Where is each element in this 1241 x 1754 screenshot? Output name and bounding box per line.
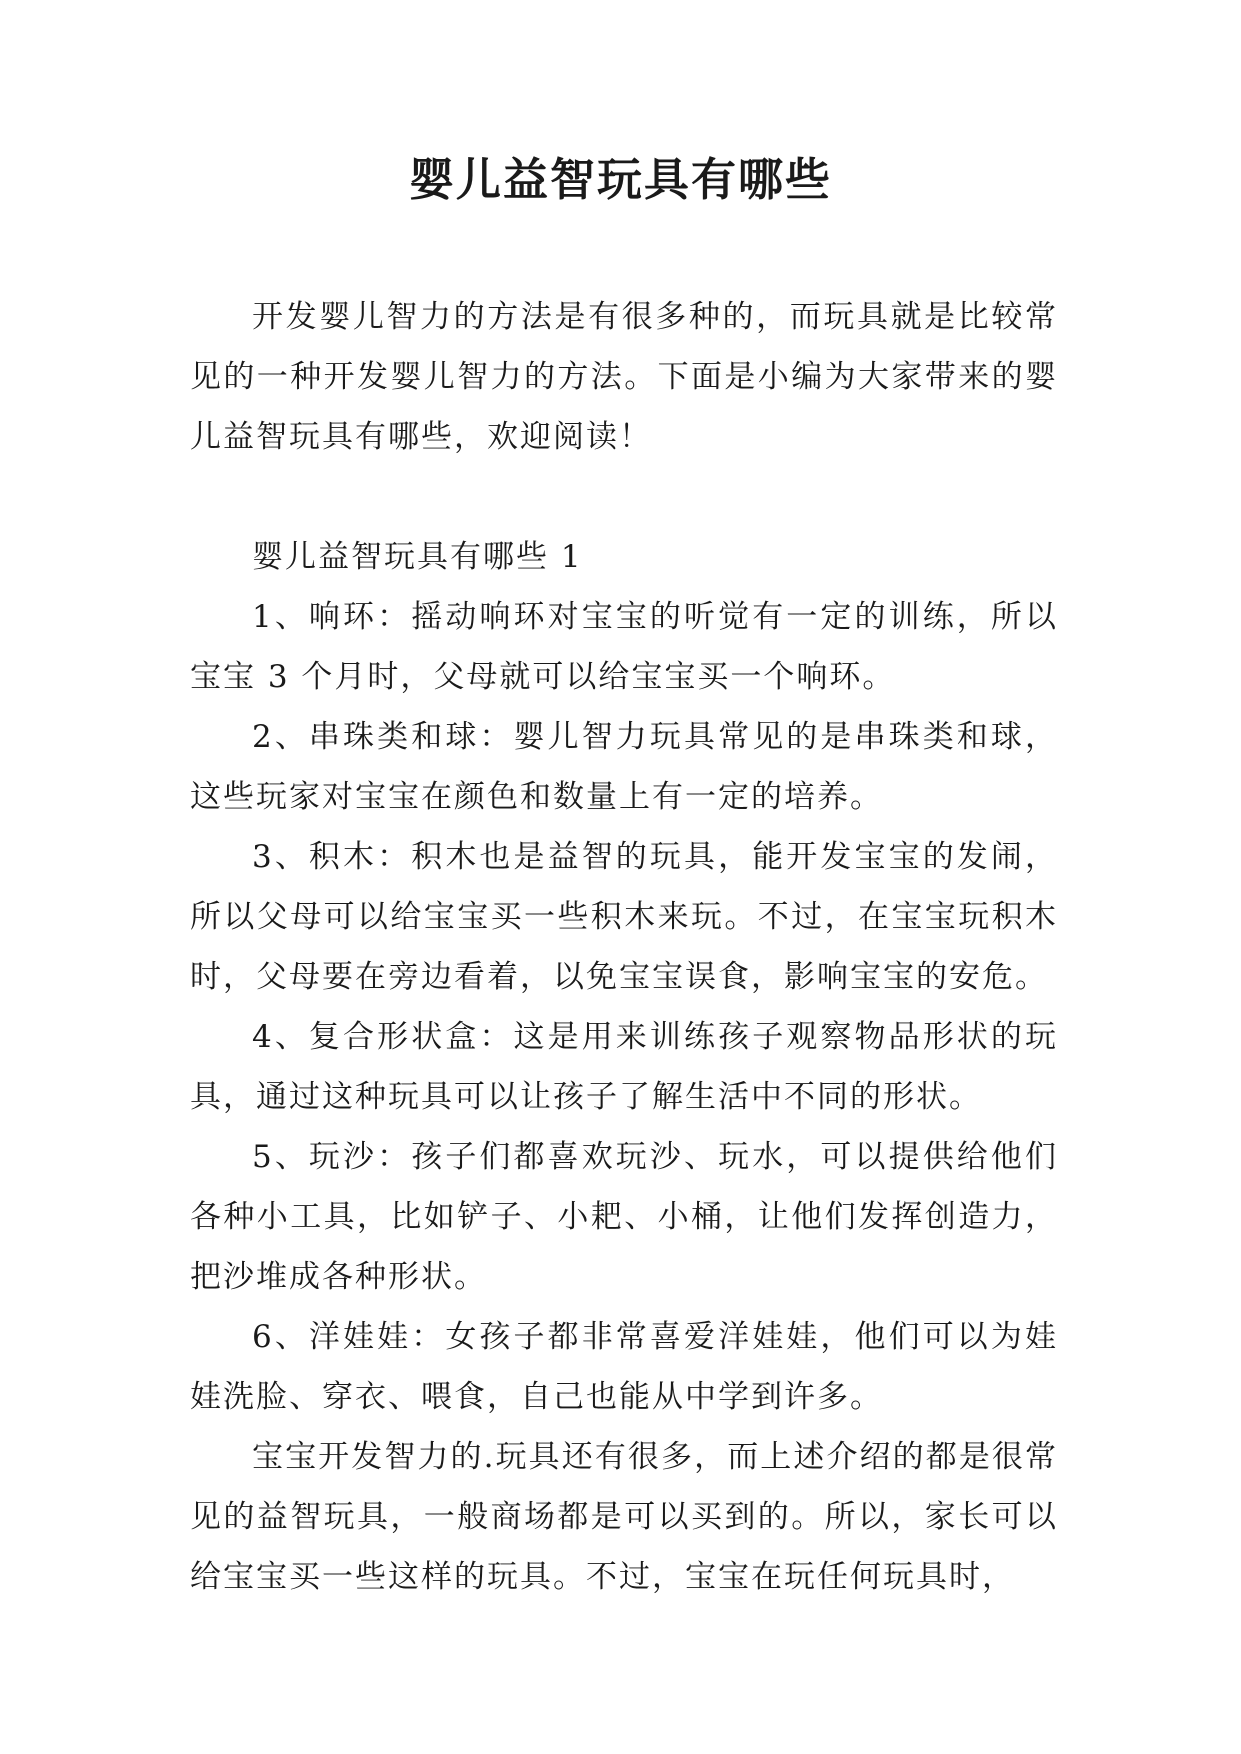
paragraph-rattle: 1、响环：摇动响环对宝宝的听觉有一定的训练，所以宝宝 3 个月时，父母就可以给宝宝买一个响环。 (190, 599, 1058, 695)
paragraph-building-blocks: 3、积木：积木也是益智的玩具，能开发宝宝的发闹，所以父母可以给宝宝买一些积木来玩。不过，在宝宝玩积木时，父母要在旁边看着，以免宝宝误食，影响宝宝的安危。 (190, 839, 1058, 995)
paragraph-closing: 宝宝开发智力的.玩具还有很多，而上述介绍的都是很常见的益智玩具，一般商场都是可以买到的。所以，家长可以给宝宝买一些这样的玩具。不过，宝宝在玩任何玩具时， (190, 1439, 1058, 1595)
intro-paragraph: 开发婴儿智力的方法是有很多种的，而玩具就是比较常见的一种开发婴儿智力的方法。下面是小编为大家带来的婴儿益智玩具有哪些，欢迎阅读！ (190, 299, 1058, 455)
paragraph-dolls: 6、洋娃娃：女孩子都非常喜爱洋娃娃，他们可以为娃娃洗脸、穿衣、喂食，自己也能从中学到许多。 (190, 1319, 1058, 1415)
paragraph-beads-and-balls: 2、串珠类和球：婴儿智力玩具常见的是串珠类和球，这些玩家对宝宝在颜色和数量上有一定的培养。 (190, 719, 1058, 815)
document-title: 婴儿益智玩具有哪些 (408, 153, 832, 206)
section-heading: 婴儿益智玩具有哪些 1 (252, 539, 583, 575)
paragraph-spacer (190, 467, 1058, 527)
paragraph-sand-play: 5、玩沙：孩子们都喜欢玩沙、玩水，可以提供给他们各种小工具，比如铲子、小耙、小桶，让他们发挥创造力，把沙堆成各种形状。 (190, 1139, 1058, 1295)
document-body (190, 287, 1058, 1607)
paragraph-shape-sorter: 4、复合形状盒：这是用来训练孩子观察物品形状的玩具，通过这种玩具可以让孩子了解生活中不同的形状。 (190, 1019, 1058, 1115)
